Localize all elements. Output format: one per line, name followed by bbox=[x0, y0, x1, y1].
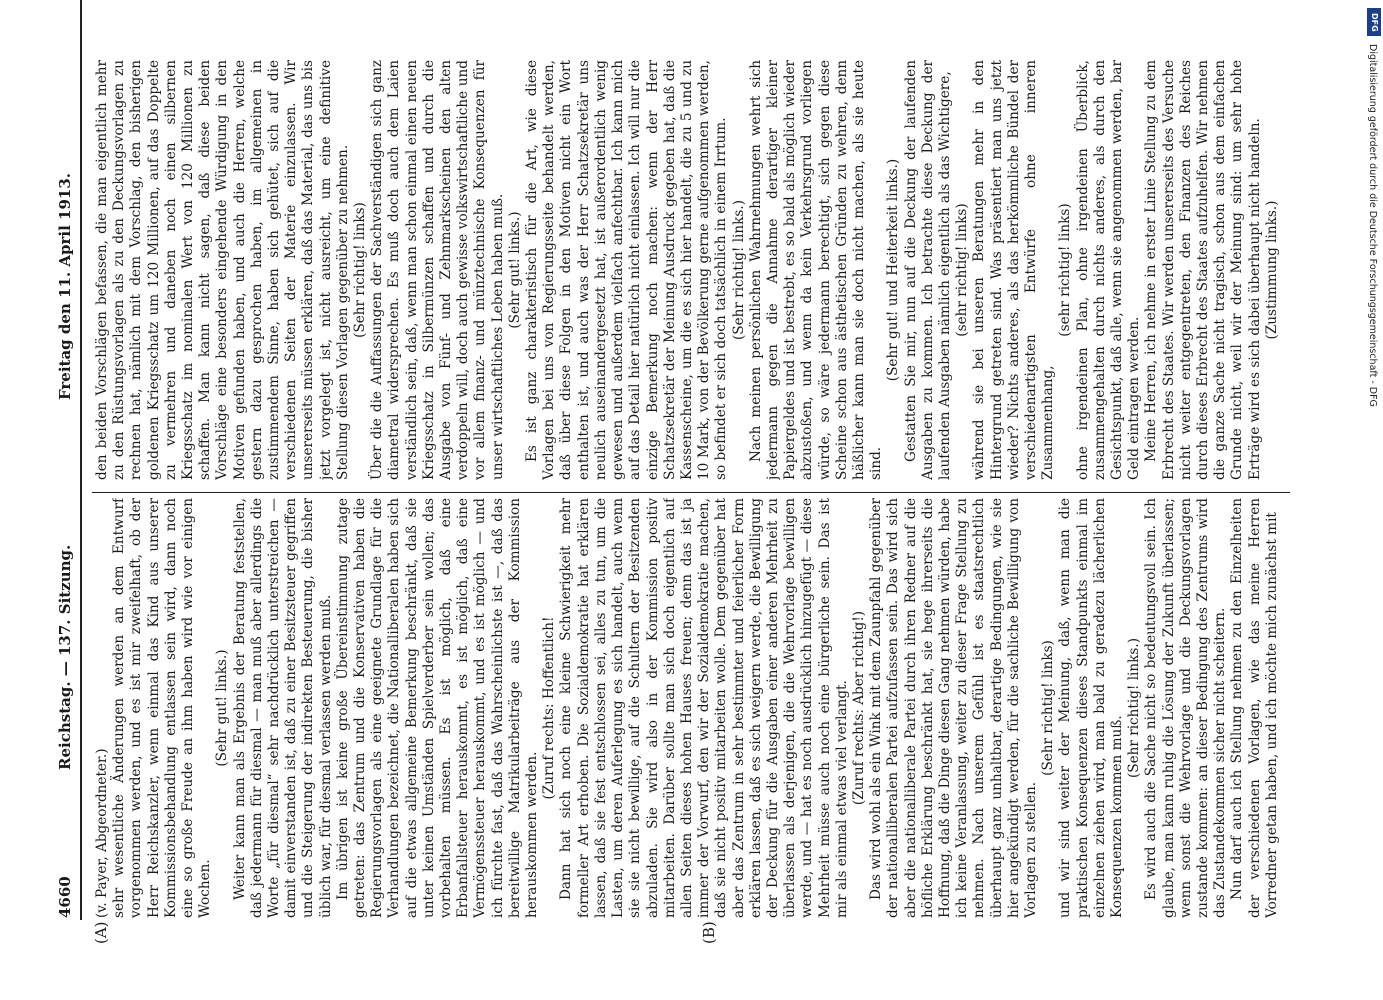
interjection: (Sehr gut! links.) bbox=[506, 211, 523, 329]
paragraph: sehr wesentliche Änderungen werden an dem Entwurf vorgenommen werden, und es ist mir zweifelhaft, ob der Herr Reichskanzler, wenn einmal das Kind aus unserer Kommissionsbehandlung entlassen sein wird, dann noch eine so große Freude an ihm haben wird wie vor einigen Wochen. bbox=[111, 498, 214, 918]
paragraph: Über die die Auffassungen der Sachverständigen sich ganz diametral widersprechen. Es muß doch auch dem Laien verständlich sein, daß, wenn man schon einmal einen neuen Kriegsschatz in Silbermünzen schaffen und durch die Ausgabe von Fünf- und Zehnmarkscheinen den alten verdoppeln will, doch auch gewisse volkswirtschaftliche und vor allem finanz- und münztechnische Konsequenzen für unser wirtschaftliches Leben haben muß. bbox=[369, 60, 506, 480]
interjection: (Sehr richtig! links.) bbox=[1126, 637, 1143, 779]
paragraph: Weiter kann man als Ergebnis der Beratung feststellen, daß jedermann für diesmal — man muß aber allerdings die Worte „für diesmal“ sehr nachdrücklich unterstreichen — damit einverstanden ist, daß zu einer Besitzsteuer gegriffen und die Steigerung der indirekten Besteuerung, die bisher üblich war, für diesmal verlassen werden muß. bbox=[231, 498, 334, 918]
paragraph: Nun darf auch ich Stellung nehmen zu den Einzelheiten der verschiedenen Vorlagen, wie das meine Herren Vorredner getan haben, und ich möchte mich zunächst mit bbox=[1229, 498, 1280, 918]
left-text-column bbox=[94, 498, 1294, 918]
page-header-left: Reichstag. — 137. Sitzung. bbox=[56, 544, 74, 770]
interjection: (Sehr gut! und Heiterkeit links.) bbox=[885, 158, 902, 382]
paragraph: und wir sind weiter der Meinung, daß, wenn man die praktischen Konsequenzen dieses Standpunkts einmal im einzelnen ziehen wird, man bald zu geradezu lächerlichen Konsequenzen kommen muß. bbox=[1057, 498, 1125, 918]
column-divider bbox=[92, 492, 1290, 493]
interjection: (Sehr richtig! links) bbox=[1040, 640, 1057, 776]
right-text-column bbox=[94, 60, 1294, 480]
interjection: (sehr richtig! links) bbox=[954, 203, 971, 337]
paragraph: während sie bei unseren Beratungen mehr in den Hintergrund getreten sind. Was präsentiert man uns jetzt wieder? Nichts anderes, als das herkömmliche Bündel der verschiedenartigsten Entwürfe ohne inneren Zusammenhang, bbox=[971, 60, 1057, 480]
header-rule bbox=[80, 0, 82, 920]
paragraph: Es wird auch die Sache nicht so bedeutungsvoll sein. Ich glaube, man kann ruhig die Lösung der Zukunft überlassen; wenn sonst die Wehrvorlage und die Deckungsvorlagen zustande kommen: an dieser Bedingung des Zentrums wird das Zustandekommen sicher nicht scheitern. bbox=[1143, 498, 1229, 918]
paragraph: ohne irgendeinen Plan, ohne irgendeinen Überblick, zusammengehalten durch nichts anderes, als durch den Gesichtspunkt, daß alle, wenn sie angenommen werden, bar Geld eintragen werden. bbox=[1074, 60, 1143, 480]
dfg-logo: DFG bbox=[1367, 8, 1381, 36]
page-header-right: Freitag den 11. April 1913. bbox=[56, 173, 74, 400]
paragraph: Meine Herren, ich nehme in erster Linie Stellung zu dem Erbrecht des Staates. Wir werden unsererseits des Versuche nicht weiter entgegentreten, den Finanzen des Reiches durch dieses Erbrecht des Staates aufzuhelfen. Wir nehmen die ganze Sache nicht tragisch, schon aus dem einfachen Grunde nicht, weil wir der Meinung sind: um sehr hohe Erträge wird es sich dabei überhaupt nicht handeln. bbox=[1143, 60, 1263, 480]
interjection: (Zuruf rechts: Hoffentlich! bbox=[541, 616, 558, 800]
paragraph: Im übrigen ist keine große Übereinstimmung zutage getreten: das Zentrum und die Konservativen haben die Regierungsvorlagen als eine geeignete Grundlage für die Verhandlungen bezeichnet, die Nationalliberalen haben sich auf die etwas allgemeine Bemerkung beschränkt, daß sie unter keinen Umständen Spielverderber sein wollen; das vorbehalten müssen. Es ist möglich, daß eine Erbanfallsteuer herauskommt, es ist möglich, daß eine Vermögenssteuer herauskommt, und es ist möglich — und ich fürchte fast, daß das Wahrscheinlichste ist —, daß das bereitwillige Matrikularbeiträge aus der Kommission herauskommen werden. bbox=[334, 498, 541, 918]
interjection: (Zuruf rechts: Aber richtig!) bbox=[850, 610, 867, 806]
paragraph: den beiden Vorschlägen befassen, die man eigentlich mehr zu den Rüstungsvorlagen als zu den Deckungsvorlagen zu rechnen hat, nämlich mit dem Vorschlag, den bisherigen goldenen Kriegsschatz um 120 Millionen, auf das Doppelte zu vermehren und daneben noch einen silbernen Kriegsschatz im nominalen Wert von 120 Millionen zu schaffen. Man kann nicht sagen, daß diese beiden Vorschläge eine besonders eingehende Würdigung in den Motiven gefunden haben, und auch die Herren, welche gestern dazu gesprochen haben, im allgemeinen in zustimmendem Sinne, haben sich gehütet, sich auf die verschiedenen Seiten der Materie einzulassen. Wir unsererseits müssen erklären, daß das Material, das uns bis jetzt vorgelegt ist, nicht ausreicht, um eine definitive Stellung diesen Vorlagen gegenüber zu nehmen. bbox=[94, 60, 351, 480]
paragraph: Es ist ganz charakteristisch für die Art, wie diese Vorlagen bei uns von Regierungsseite behandelt werden, daß über diese Folgen in den Motiven nicht ein Wort enthalten ist, und auch was der Herr Schatzsekretär uns neulich auseinandergesetzt hat, ist außerordentlich wenig gewesen und außerdem vielfach anfechtbar. Ich kann mich auf das Detail hier natürlich nicht einlassen. Ich will nur die einzige Bemerkung noch machen: wenn der Herr Schatzsekretär der Meinung Ausdruck gegeben hat, daß die Kassenscheine, um die es sich hier handelt, die zu 5 und zu 10 Mark, von der Bevölkerung gerne aufgenommen werden, so befindet er sich doch tatsächlich in einem Irrtum. bbox=[524, 60, 730, 480]
page-number: 4660 bbox=[56, 876, 74, 918]
margin-letter-b: (B) bbox=[700, 921, 718, 944]
interjection: (Sehr richtig! links) bbox=[352, 202, 369, 338]
interjection: (Zustimmung links.) bbox=[1263, 200, 1280, 340]
paragraph: Das wird wohl als ein Wink mit dem Zaunpfahl gegenüber der nationalliberalen Partei aufzufassen sein. Das wird sich aber die nationalliberale Partei durch ihren Redner auf die höfliche Erklärung beschränkt hat, sie hege ihrerseits die Hoffnung, daß die Dinge diesen Gang nehmen würden, habe ich keine Veranlassung, weiter zu dieser Frage Stellung zu nehmen. Nach unserem Gefühl ist es staatsrechtlich überhaupt ganz unhaltbar, derartige Bedingungen, wie sie hier angekündigt werden, für die sachliche Bewilligung von Vorlagen zu stellen. bbox=[868, 498, 1039, 918]
digitization-note: Digitalisierung gefördert durch die Deutsche Forschungsgemeinschaft - DFG bbox=[1367, 44, 1378, 407]
interjection: (sehr richtig! links) bbox=[1057, 203, 1074, 337]
paragraph: (v. Payer, Abgeordneter.) bbox=[94, 748, 110, 918]
interjection: (Sehr richtig! links.) bbox=[730, 199, 747, 341]
margin-letter-a: (A) bbox=[92, 921, 110, 944]
paragraph: Dann hat sich noch eine kleine Schwierigkeit mehr formeller Art erhoben. Die Sozialdemokratie hat erklären lassen, daß sie fest entschlossen sei, alles zu tun, um die Lasten, um deren Auferlegung es sich handelt, auch wenn sie sie nicht bewillige, auf die Schultern der Besitzenden abzuladen. Sie wird also in der Kommission positiv mitarbeiten. Darüber sollte man sich doch eigentlich auf allen Seiten dieses hohen Hauses freuen; denn das ist ja immer der Vorwurf, den wir der Sozialdemokratie machen, daß sie nicht positiv mitarbeiten wolle. Dem gegenüber hat aber das Zentrum in sehr bestimmter und feierlicher Form erklären lassen, daß es sich weigern werde, die Bewilligung der Deckung für die Ausgaben einer anderen Mehrheit zu überlassen als derjenigen, die die Wehrvorlage bewilligen werde, und — hat es noch ausdrücklich hinzugefügt — diese Mehrheit müsse auch noch eine bürgerliche sein. Das ist mir als einmal etwas viel verlangt. bbox=[558, 498, 850, 918]
interjection: (Sehr gut! links.) bbox=[214, 649, 231, 767]
paragraph: Nach meinen persönlichen Wahrnehmungen wehrt sich jedermann gegen die Annahme derartiger kleiner Papiergeldes und ist bestrebt, es so bald als möglich wieder abzustoßen, und wenn da kein Verkehrsgrund vorliegen würde, so wäre jedermann berechtigt, sich gegen diese Scheine schon aus ästhetischen Gründen zu wehren, denn häßlicher kann man sie doch nicht machen, als sie heute sind. bbox=[747, 60, 885, 480]
paragraph: Gestatten Sie mir, nun auf die Deckung der laufenden Ausgaben zu kommen. Ich betrachte diese Deckung der laufenden Ausgaben nämlich eigentlich als das Wichtigere, bbox=[902, 60, 953, 480]
